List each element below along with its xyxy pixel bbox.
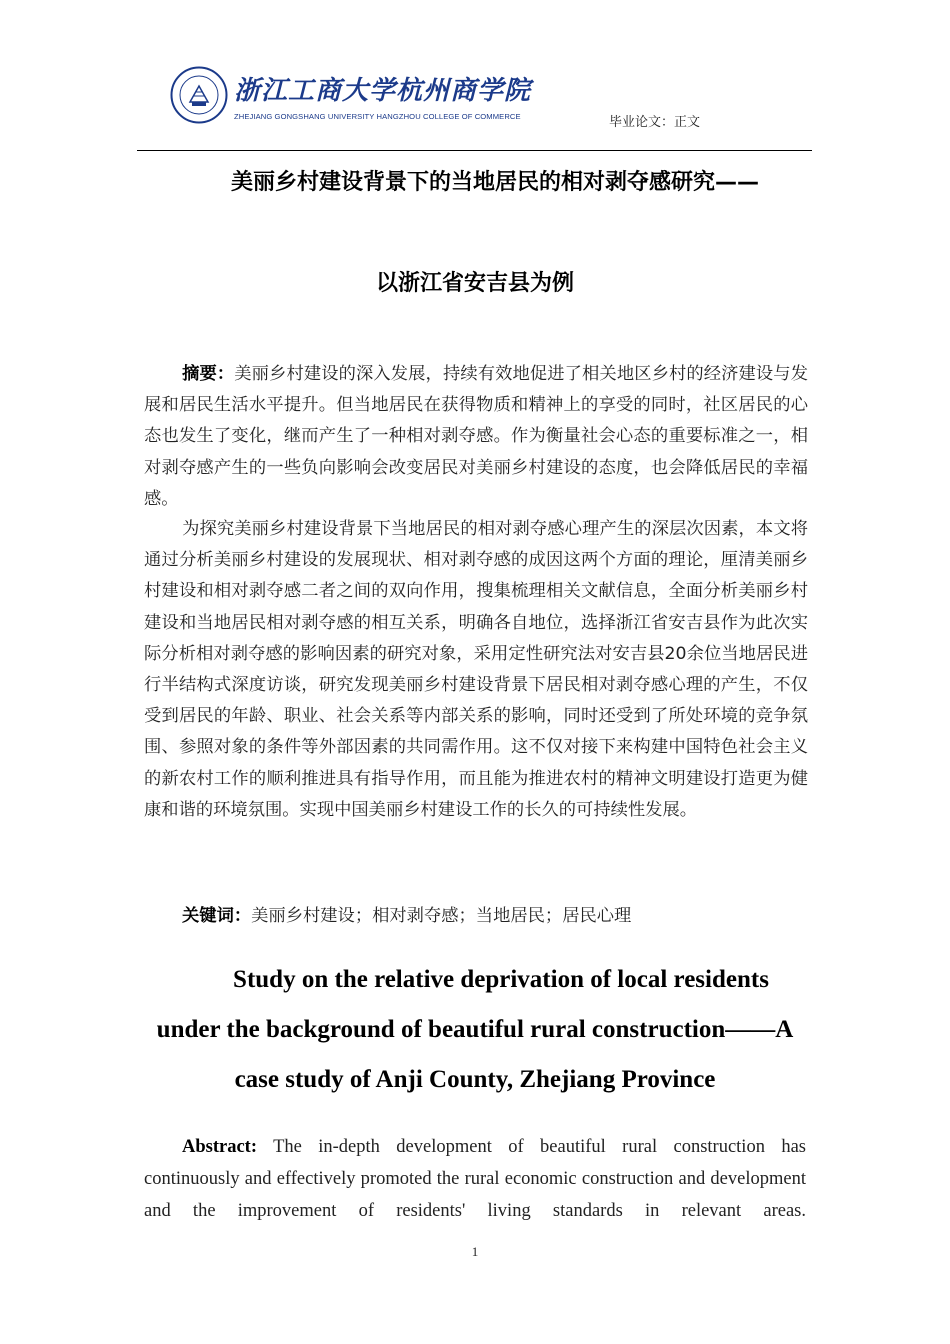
- english-abstract-label: Abstract:: [182, 1137, 258, 1157]
- header-label: 毕业论文：正文: [608, 115, 700, 130]
- chinese-abstract-paragraph-1: [144, 359, 808, 515]
- university-seal-icon: [170, 66, 228, 124]
- header-divider: [137, 150, 812, 151]
- keywords: [182, 901, 631, 926]
- logo-english-name: ZHEJIANG GONGSHANG UNIVERSITY HANGZHOU COLLEGE OF COMMERCE: [234, 112, 521, 121]
- abstract-label: 摘要：: [182, 364, 235, 384]
- logo-chinese-name: 浙江工商大学杭州商学院: [234, 76, 532, 106]
- chinese-title-line-2: 以浙江省安吉县为例: [375, 271, 574, 296]
- english-abstract: [144, 1131, 806, 1227]
- university-logo: [170, 66, 530, 128]
- english-abstract-text: The in-depth development of beautiful rural construction has continuously and effectively promoted the rural economic construction and development and the improvement of residents' living standards in relevant areas.: [144, 1137, 806, 1221]
- abstract-text-2: 为探究美丽乡村建设背景下当地居民的相对剥夺感心理产生的深层次因素，本文将通过分析美丽乡村建设的发展现状、相对剥夺感的成因这两个方面的理论，厘清美丽乡村建设和相对剥夺感二者之间的双向作用，搜集梳理相关文献信息，全面分析美丽乡村建设和当地居民相对剥夺感的相互关系，明确各自地位，选择浙江省安吉县作为此次实际分析相对剥夺感的影响因素的研究对象，采用定性研究法对安吉县20余位当地居民进行半结构式深度访谈，研究发现美丽乡村建设背景下居民相对剥夺感心理的产生，不仅受到居民的年龄、职业、社会关系等内部关系的影响，同时还受到了所处环境的竞争氛围、参照对象的条件等外部因素的共同需作用。这不仅对接下来构建中国特色社会主义的新农村工作的顺利推进具有指导作用，而且能为推进农村的精神文明建设打造更为健康和谐的环境氛围。实现中国美丽乡村建设工作的长久的可持续性发展。: [144, 519, 808, 820]
- page-number: 1: [471, 1244, 479, 1259]
- english-title-line-2: under the background of beautiful rural construction——A: [156, 1016, 794, 1043]
- keywords-text: 美丽乡村建设；相对剥夺感；当地居民；居民心理: [251, 906, 632, 926]
- abstract-text-1: 美丽乡村建设的深入发展，持续有效地促进了相关地区乡村的经济建设与发展和居民生活水平提升。但当地居民在获得物质和精神上的享受的同时，社区居民的心态也发生了变化，继而产生了一种相对剥夺感。作为衡量社会心态的重要标准之一，相对剥夺感产生的一些负向影响会改变居民对美丽乡村建设的态度，也会降低居民的幸福感。: [144, 364, 808, 509]
- keywords-label: 关键词：: [182, 906, 252, 926]
- english-title-line-3: case study of Anji County, Zhejiang Province: [234, 1066, 716, 1093]
- chinese-title-line-1: 美丽乡村建设背景下的当地居民的相对剥夺感研究——: [230, 170, 759, 195]
- chinese-abstract-paragraph-2: [144, 514, 808, 826]
- english-title-line-1: Study on the relative deprivation of local residents: [233, 966, 769, 993]
